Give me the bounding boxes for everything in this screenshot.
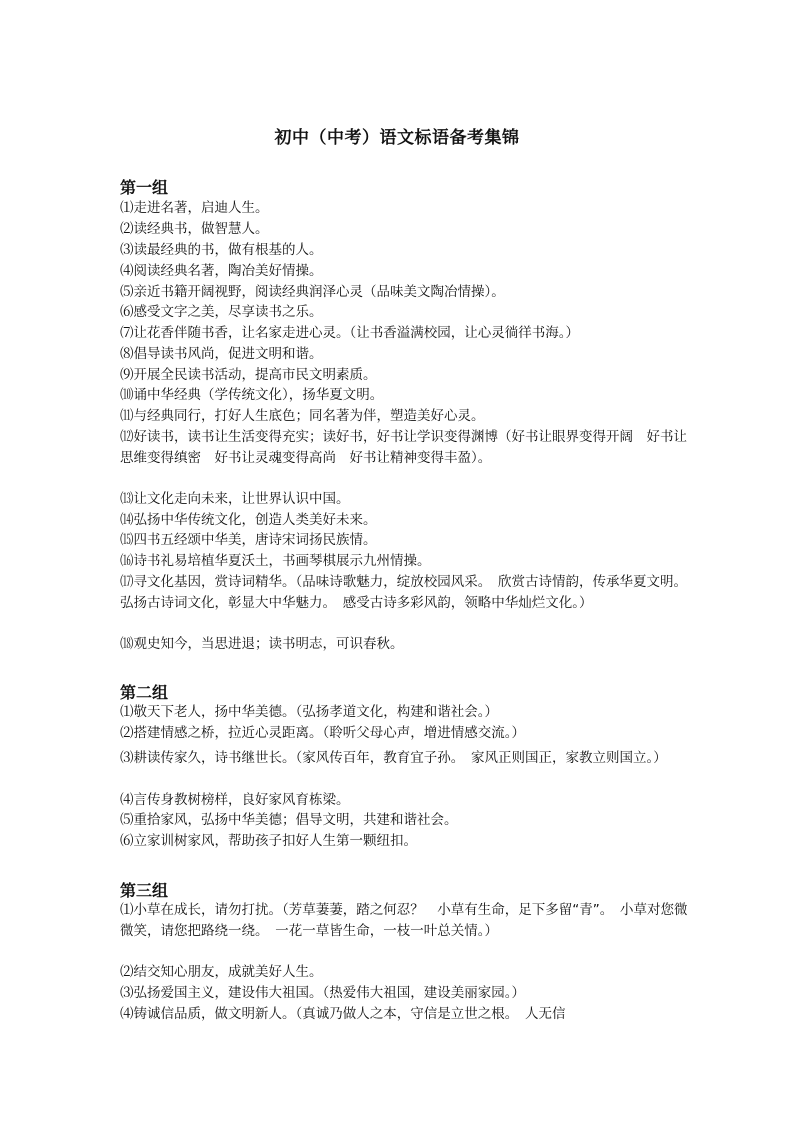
group-3-item-3: ⑶弘扬爱国主义，建设伟大祖国。（热爱伟大祖国，建设美丽家园。） — [120, 985, 525, 1001]
group-1-item-3: ⑶读最经典的书，做有根基的人。 — [120, 242, 323, 258]
group-1-item-18: ⒅观史知今，当思进退；读书明志，可识春秋。 — [120, 636, 404, 652]
group-3-item-4: ⑷铸诚信品质，做文明新人。（真诚乃做人之本，守信是立世之根。 人无信 — [120, 1006, 566, 1022]
group-2-item-3: ⑶耕读传家久，诗书继世长。（家风传百年，教育宜子孙。 家风正则国正，家教立则国立。） — [120, 750, 667, 766]
group-2-item-1: ⑴敬天下老人，扬中华美德。（弘扬孝道文化，构建和谐社会。） — [120, 704, 498, 720]
group-1-item-10: ⑽诵中华经典（学传统文化），扬华夏文明。 — [120, 387, 384, 403]
group-1-item-16: ⒃诗书礼易培植华夏沃土，书画琴棋展示九州情操。 — [120, 553, 431, 569]
group-1-item-12: ⑿好读书，读书让生活变得充实；读好书，好书让学识变得渊博（好书让眼界变得开阔 好书让思维变得缜密 好书让灵魂变得高尚 好书让精神变得丰盈）。 — [120, 429, 687, 466]
group-3-item-1: ⑴小草在成长，请勿打扰。（芳草萋萋，踏之何忍？ 小草有生命，足下多留“青”。 小草对您微微笑，请您把路绕一绕。 一花一草皆生命，一枝一叶总关情。） — [120, 902, 688, 939]
group-2-heading: 第二组 — [120, 683, 169, 702]
group-1-item-8: ⑻倡导读书风尚，促进文明和谐。 — [120, 346, 323, 362]
group-2-item-5: ⑸重拾家风，弘扬中华美德；倡导文明，共建和谐社会。 — [120, 812, 458, 828]
group-1-item-4: ⑷阅读经典名著，陶冶美好情操。 — [120, 263, 323, 279]
group-1-item-14: ⒁弘扬中华传统文化，创造人类美好未来。 — [120, 512, 377, 528]
group-1-item-15: ⒂四书五经颂中华美，唐诗宋词扬民族情。 — [120, 532, 377, 548]
group-1-item-7: ⑺让花香伴随书香，让名家走进心灵。（让书香溢满校园，让心灵徜徉书海。） — [120, 325, 579, 341]
group-2-item-4: ⑷言传身教树榜样，良好家风育栋梁。 — [120, 792, 350, 808]
group-1-item-9: ⑼开展全民读书活动，提高市民文明素质。 — [120, 367, 377, 383]
group-1-item-17: ⒄寻文化基因，赏诗词精华。（品味诗歌魅力，绽放校园风采。 欣赏古诗情韵，传承华夏文明。 弘扬古诗词文化，彰显大中华魅力。 感受古诗多彩风韵，领略中华灿烂文化。） — [120, 574, 694, 611]
group-3-item-2: ⑵结交知心朋友，成就美好人生。 — [120, 964, 323, 980]
group-1-item-2: ⑵读经典书，做智慧人。 — [120, 221, 269, 237]
document-title: 初中（中考）语文标语备考集锦 — [274, 128, 520, 148]
group-1-item-13: ⒀让文化走向未来，让世界认识中国。 — [120, 491, 350, 507]
group-2-item-6: ⑹立家训树家风，帮助孩子扣好人生第一颗纽扣。 — [120, 833, 417, 849]
group-3-heading: 第三组 — [120, 881, 169, 900]
group-1-item-5: ⑸亲近书籍开阔视野，阅读经典润泽心灵（品味美文陶冶情操）。 — [120, 284, 505, 300]
group-1-item-6: ⑹感受文字之美，尽享读书之乐。 — [120, 304, 323, 320]
group-1-item-1: ⑴走进名著，启迪人生。 — [120, 200, 269, 216]
group-1-heading: 第一组 — [120, 178, 169, 197]
group-1-item-11: ⑾与经典同行，打好人生底色；同名著为伴，塑造美好心灵。 — [120, 408, 485, 424]
group-2-item-2: ⑵搭建情感之桥，拉近心灵距离。（聆听父母心声，增进情感交流。） — [120, 725, 525, 741]
